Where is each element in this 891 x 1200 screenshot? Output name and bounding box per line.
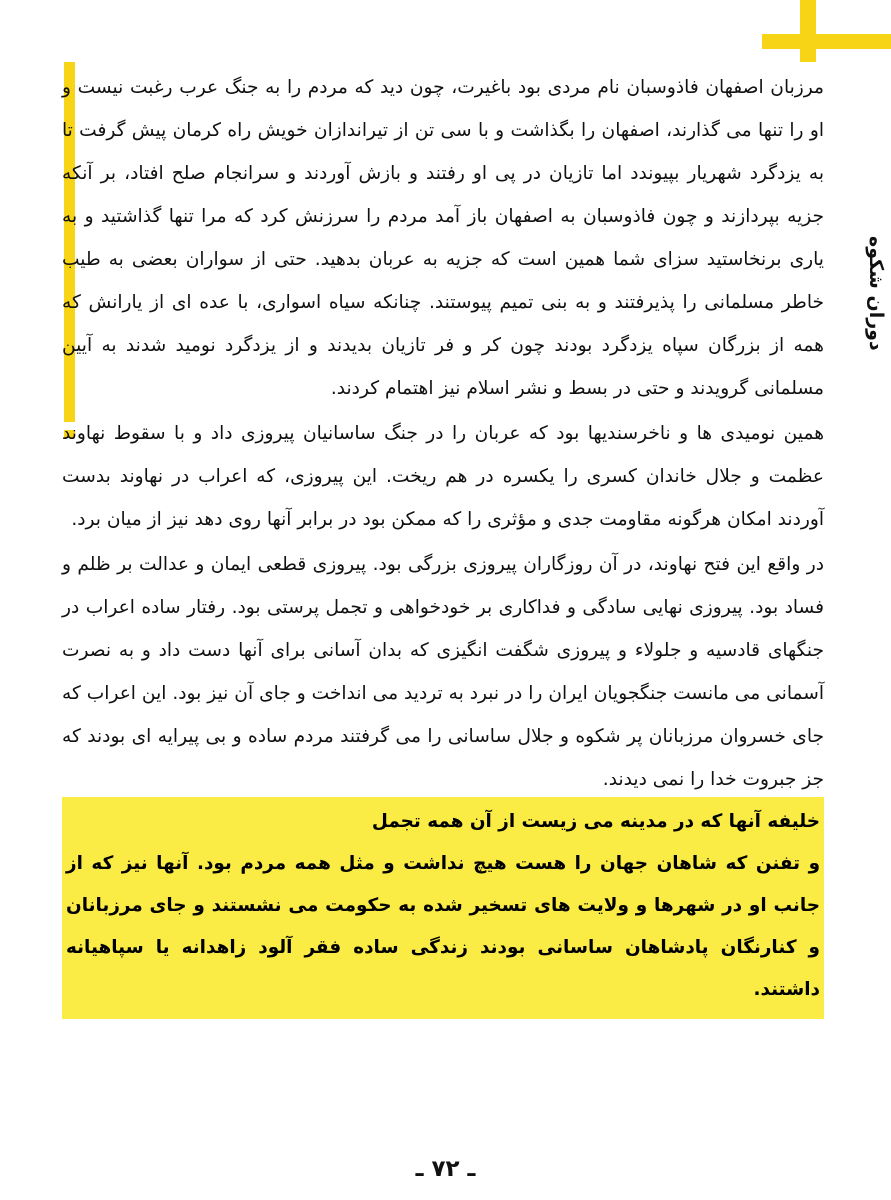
highlighted-paragraph: و تفنن که شاهان جهان را هست هیچ نداشت و مثل همه مردم بود. آنها نیز که از جانب او در شهرها و ولایت های تسخیر شده به حکومت می نشستند و جای مرزبانان و کنارنگان پادشاهان ساسانی بودند زندگی ساده فقر آلود زاهدانه یا سپاهیانه داشتند. <box>66 853 820 1000</box>
yellow-mark-top-vertical <box>800 0 816 62</box>
page-number: ـ ٧٢ ـ <box>415 1156 476 1182</box>
body-paragraph: مرزبان اصفهان فاذوسبان نام مردی بود باغیرت، چون دید که مردم را به جنگ عرب رغبت نیست و او را تنها می گذارند، اصفهان را بگذاشت و با سی تن از تیراندازان خویش راه کرمان پیش گرفت تا به یزدگرد شهریار بپیوندد اما تازیان در پی او رفتند و بازش آوردند و سرانجام صلح افتاد، بر آنکه جزیه بپردازند و چون فاذوسبان به اصفهان باز آمد مردم را سرزنش کرد که مرا تنها گذاشتید و به یاری برنخاستید سزای شما همین است که جزیه به عربان بدهید. حتی از سواران بعضی به طیب خاطر مسلمانی را پذیرفتند و به بنی تمیم پیوستند. چنانکه سیاه اسواری، با عده ای از یارانش که همه از بزرگان سپاه یزدگرد بودند چون کر و فر تازیان بدیدند و از یزدگرد نومید شدند به آیین مسلمانی گرویدند و حتی در بسط و نشر اسلام نیز اهتمام کردند. <box>62 77 824 399</box>
body-paragraph: در واقع این فتح نهاوند، در آن روزگاران پیروزی بزرگی بود. پیروزی قطعی ایمان و عدالت بر ظلم و فساد بود. پیروزی نهایی سادگی و فداکاری بر خودخواهی و تجمل پرستی بود. رفتار ساده اعراب در جنگهای قادسیه و جلولاء و پیروزی شگفت انگیزی که بدان آسانی برای آنها دست داد و به نصرت آسمانی می مانست جنگجویان ایران را در نبرد به تردید می انداخت و جای آن نیز بود. این اعراب که جای خسروان مرزبانان پر شکوه و جلال ساسانی را می گرفتند مردم ساده و بی پیرایه ای بودند که جز جبروت خدا را نمی دیدند. <box>62 554 824 790</box>
side-running-caption: دوران شکوه <box>865 236 887 351</box>
body-paragraph: همین نومیدی ها و ناخرسندیها بود که عربان را در جنگ ساسانیان پیروزی داد و با سقوط نهاوند عظمت و جلال خاندان کسری را یکسره در هم ریخت. این پیروزی، که اعراب در نهاوند بدست آوردند امکان هرگونه مقاومت جدی و مؤثری را که ممکن بود در برابر آنها روی دهد نیز از میان برد. <box>62 423 824 530</box>
highlighted-lead-sentence: خلیفه آنها که در مدینه می زیست از آن همه تجمل <box>371 811 820 832</box>
highlighted-passage <box>62 797 824 1019</box>
page-text-column <box>62 66 824 803</box>
yellow-mark-top-horizontal <box>762 34 891 49</box>
